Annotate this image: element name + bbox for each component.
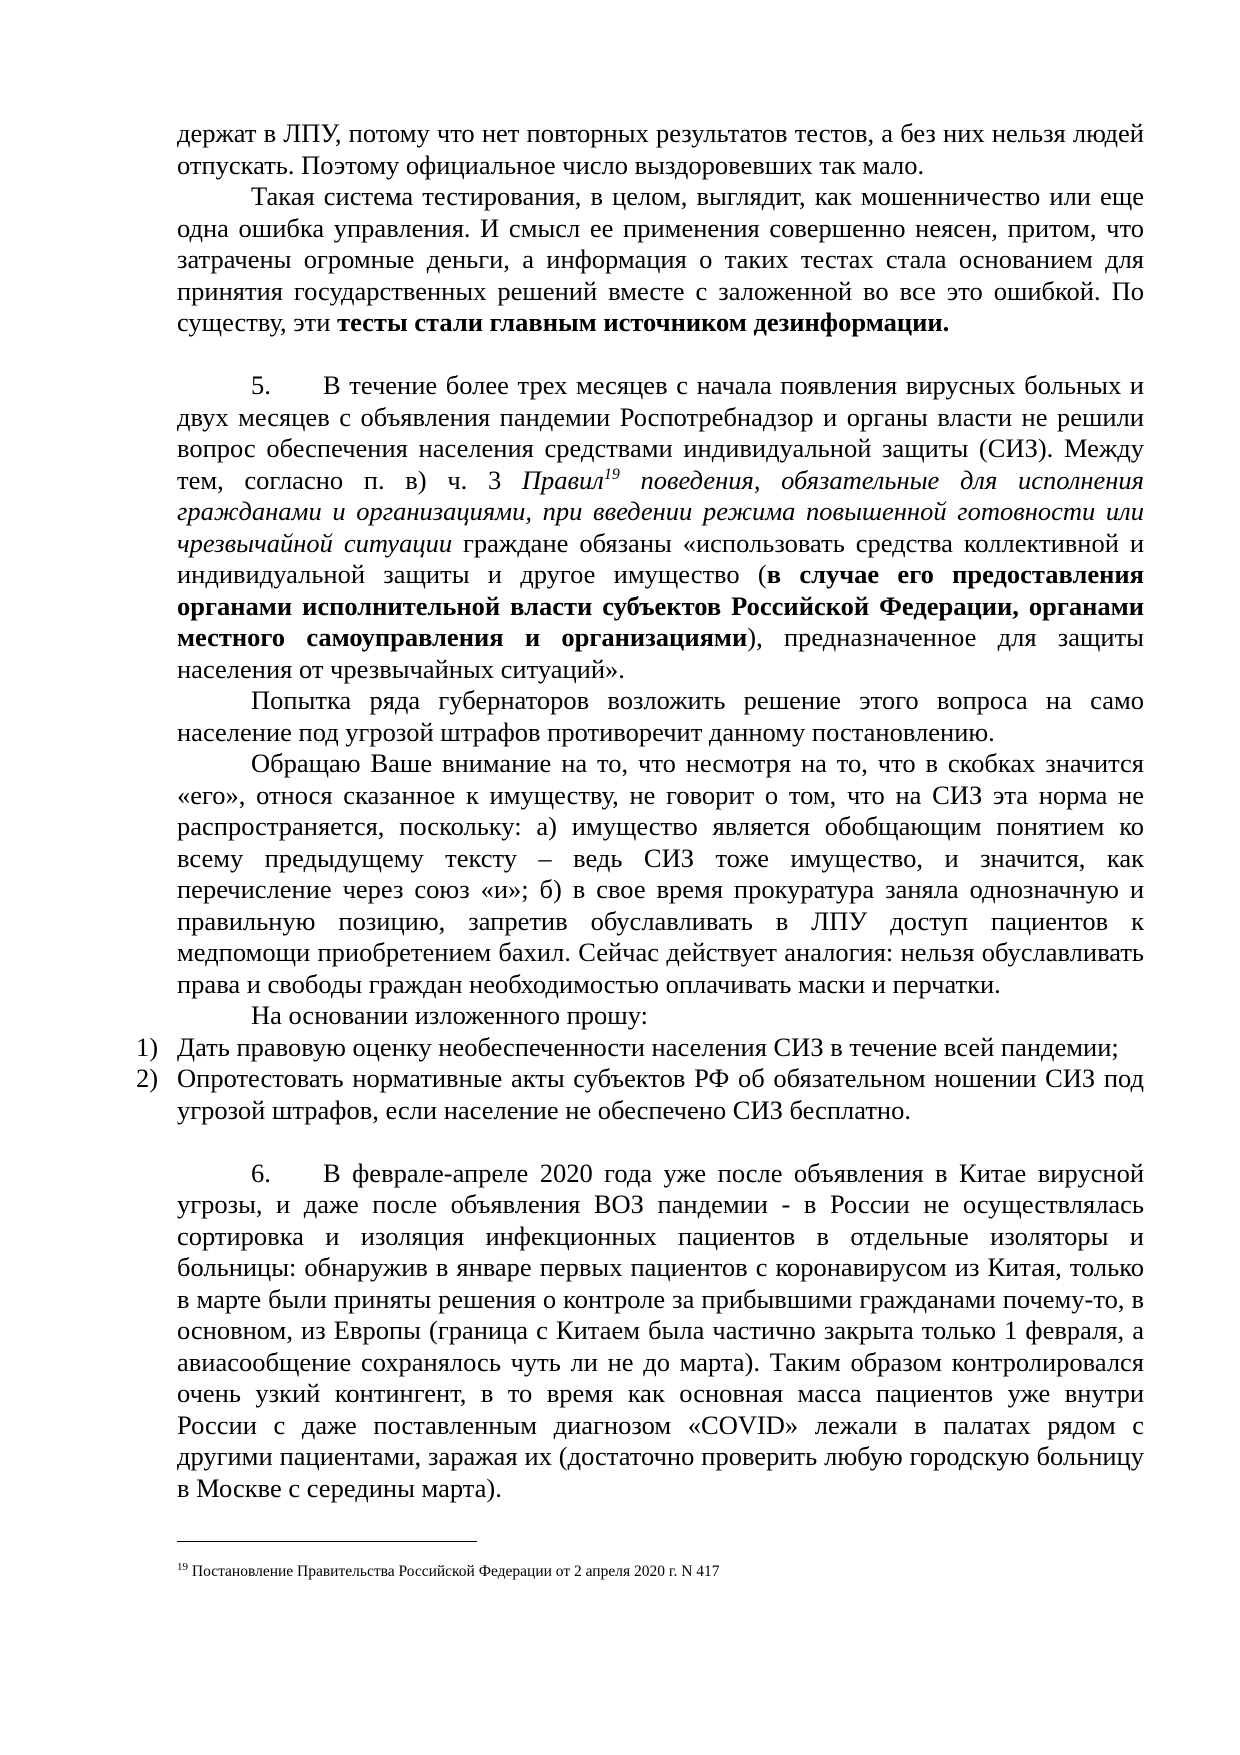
paragraph-text: граждане обязаны «использовать средства коллективной и индивидуальной защиты и другое имущество ( [177, 527, 1144, 589]
list-item [136, 1031, 1144, 1064]
footnote-number: 19 [177, 1560, 188, 1573]
list-item-text: Дать правовую оценку необеспеченности населения СИЗ в течение всей пандемии; [177, 1031, 1119, 1062]
bold-emphasis: в случае его предоставления органами исполнительной власти субъектов Российской Федерации, органами местного самоуправления и организациями [177, 559, 1144, 652]
list-item-text: Опротестовать нормативные акты субъектов РФ об обязательном ношении СИЗ под угрозой штрафов, если население не обеспечено СИЗ бесплатно. [177, 1063, 1144, 1125]
paragraph-gap [177, 1126, 1144, 1158]
section-number: 5. [251, 370, 271, 400]
paragraph-text: Такая система тестирования, в целом, выглядит, как мошенничество или еще одна ошибка управления. И смысл ее применения совершенно неясен, притом, что затрачены огромные деньги, а информация о таких тестах стала основанием для принятия государственных решений вместе с заложенной во все это ошибкой. По существу, эти [177, 181, 1144, 337]
section-6-paragraph [177, 1158, 1144, 1505]
footnote [177, 1562, 720, 1582]
paragraph-text: ), предназначенное для защиты населения от чрезвычайных ситуаций». [177, 622, 1144, 684]
footnote-reference[interactable]: 19 [603, 465, 620, 483]
list-item [136, 1063, 1144, 1126]
section-5-paragraph [177, 370, 1144, 685]
paragraph-continuation: держат в ЛПУ, потому что нет повторных результатов тестов, а без них нельзя людей отпускать. Поэтому официальное число выздоровевших так мало. [177, 118, 1144, 180]
paragraph-testing-system [177, 181, 1144, 339]
section-number: 6. [251, 1157, 271, 1188]
paragraph-text: В течение более трех месяцев с начала появления вирусных больных и двух месяцев с объявления пандемии Роспотребнадзор и органы власти не решили вопрос обеспечения населения средствами индивидуальной защиты (СИЗ). Между тем, согласно п. в) ч. 3 [177, 370, 1144, 495]
paragraph-governors: Попытка ряда губернаторов возложить решение этого вопроса на само население под угрозой штрафов противоречит данному постановлению. [177, 685, 1144, 747]
request-list [136, 1031, 1144, 1127]
footnote-separator [177, 1541, 477, 1542]
paragraph-request-intro: На основании изложенного прошу: [251, 1000, 648, 1030]
footnote-text: Постановление Правительства Российской Федерации от 2 апреля 2020 г. N 417 [188, 1563, 720, 1580]
list-marker: 1) [136, 1031, 159, 1062]
paragraph-text: В феврале-апреле 2020 года уже после объявления в Китае вирусной угрозы, и даже после объявления ВОЗ пандемии - в России не осуществлялась сортировка и изоляция инфекционных пациентов в отдельные изоляторы и больницы: обнаружив в январе первых пациентов с коронавирусом из Китая, только в марте были приняты решения о контроле за прибывшими гражданами почему-то, в основном, из Европы (граница с Китаем была частично закрыта только 1 февраля, а авиасообщение сохранялось чуть ли не до марта). Таким образом контролировался очень узкий контингент, в то время как основная масса пациентов уже внутри России с даже поставленным диагнозом «COVID» лежали в палатах рядом с другими пациентами, заражая их (достаточно проверить любую городскую больницу в Москве с середины марта). [177, 1157, 1144, 1503]
list-marker: 2) [136, 1063, 159, 1093]
bold-emphasis: тесты стали главным источником дезинформации. [337, 307, 950, 337]
paragraph-attention: Обращаю Ваше внимание на то, что несмотря на то, что в скобках значится «его», относя сказанное к имуществу, не говорит о том, что на СИЗ эта норма не распространяется, поскольку: а) имущество является обобщающим понятием ко всему предыдущему тексту – ведь СИЗ тоже имущество, и значится, как перечисление через союз «и»; б) в свое время прокуратура заняла однозначную и правильную позицию, запретив обуславливать в ЛПУ доступ пациентов к медпомощи приобретением бахил. Сейчас действует аналогия: нельзя обуславливать права и свободы граждан необходимостью оплачивать маски и перчатки. [177, 748, 1144, 999]
paragraph-gap [177, 339, 1144, 371]
italic-rules-title: Правил$^{19}$ поведения, обязательные для исполнения гражданами и организациями, при введении режима повышенной готовности или чрезвычайной ситуации [177, 464, 1144, 558]
document-body [136, 118, 1144, 1504]
